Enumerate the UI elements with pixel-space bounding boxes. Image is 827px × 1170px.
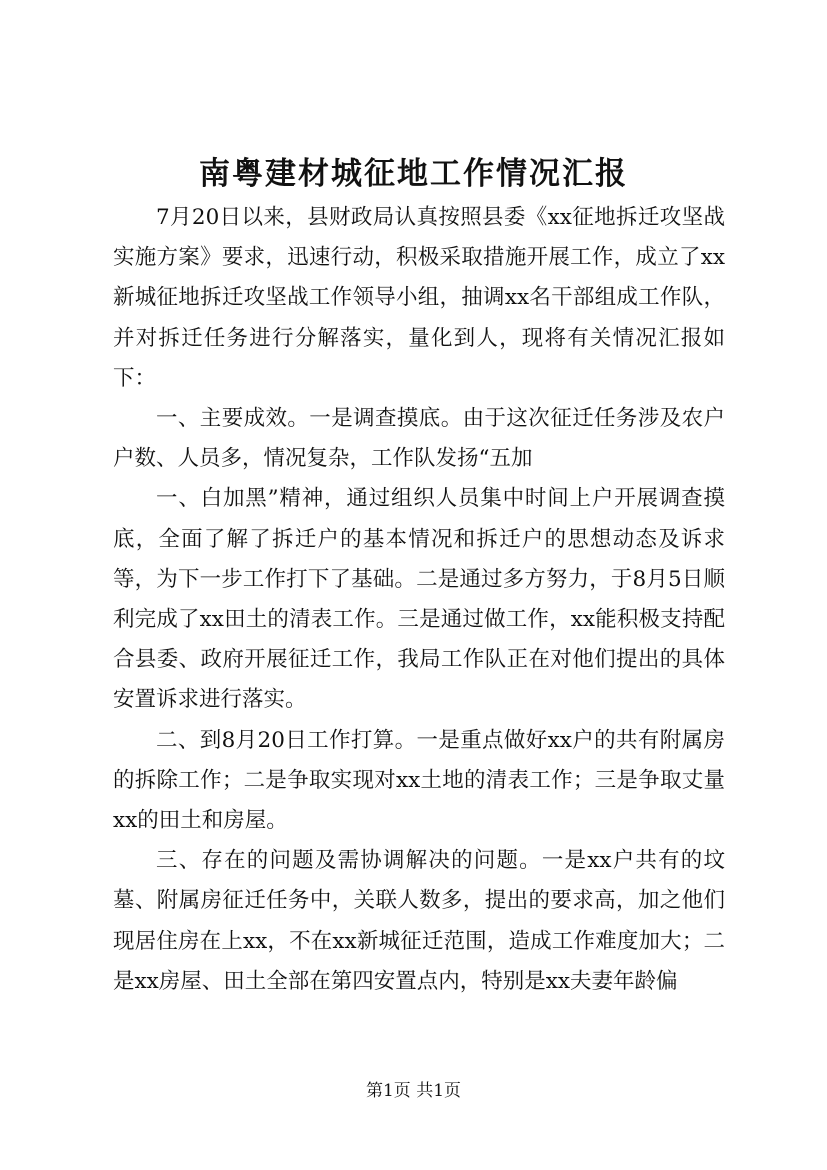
paragraph-achievements-continued: 一、白加黑”精神，通过组织人员集中时间上户开展调查摸底，全面了解了拆迁户的基本情况和拆迁户的思想动态及诉求等，为下一步工作打下了基础。二是通过多方努力，于8月5日顺利完成了xx田土的清表工作。三是通过做工作，xx能积极支持配合县委、政府开展征迁工作，我局工作队正在对他们提出的具体安置诉求进行落实。	[113, 486, 725, 713]
document-title: 南粤建材城征地工作情况汇报	[199, 156, 628, 192]
paragraph-achievements: 一、主要成效。一是调查摸底。由于这次征迁任务涉及农户户数、人员多，情况复杂，工作队发扬“五加	[113, 406, 725, 472]
paragraph-problems: 三、存在的问题及需协调解决的问题。一是xx户共有的坟墓、附属房征迁任务中，关联人数多，提出的要求高，加之他们现居住房在上xx，不在xx新城征迁范围，造成工作难度加大；二是xx房屋、田土全部在第四安置点内，特别是xx夫妻年龄偏	[113, 848, 725, 994]
document-body	[113, 198, 725, 1002]
paragraph-plans: 二、到8月20日工作打算。一是重点做好xx户的共有附属房的拆除工作；二是争取实现对xx土地的清表工作；三是争取丈量xx的田土和房屋。	[113, 727, 725, 834]
paragraph-intro: 7月20日以来，县财政局认真按照县委《xx征地拆迁攻坚战实施方案》要求，迅速行动，积极采取措施开展工作，成立了xx新城征地拆迁攻坚战工作领导小组，抽调xx名干部组成工作队，并对拆迁任务进行分解落实，量化到人，现将有关情况汇报如下：	[113, 205, 725, 391]
page-footer: 第1页 共1页	[365, 1081, 462, 1101]
